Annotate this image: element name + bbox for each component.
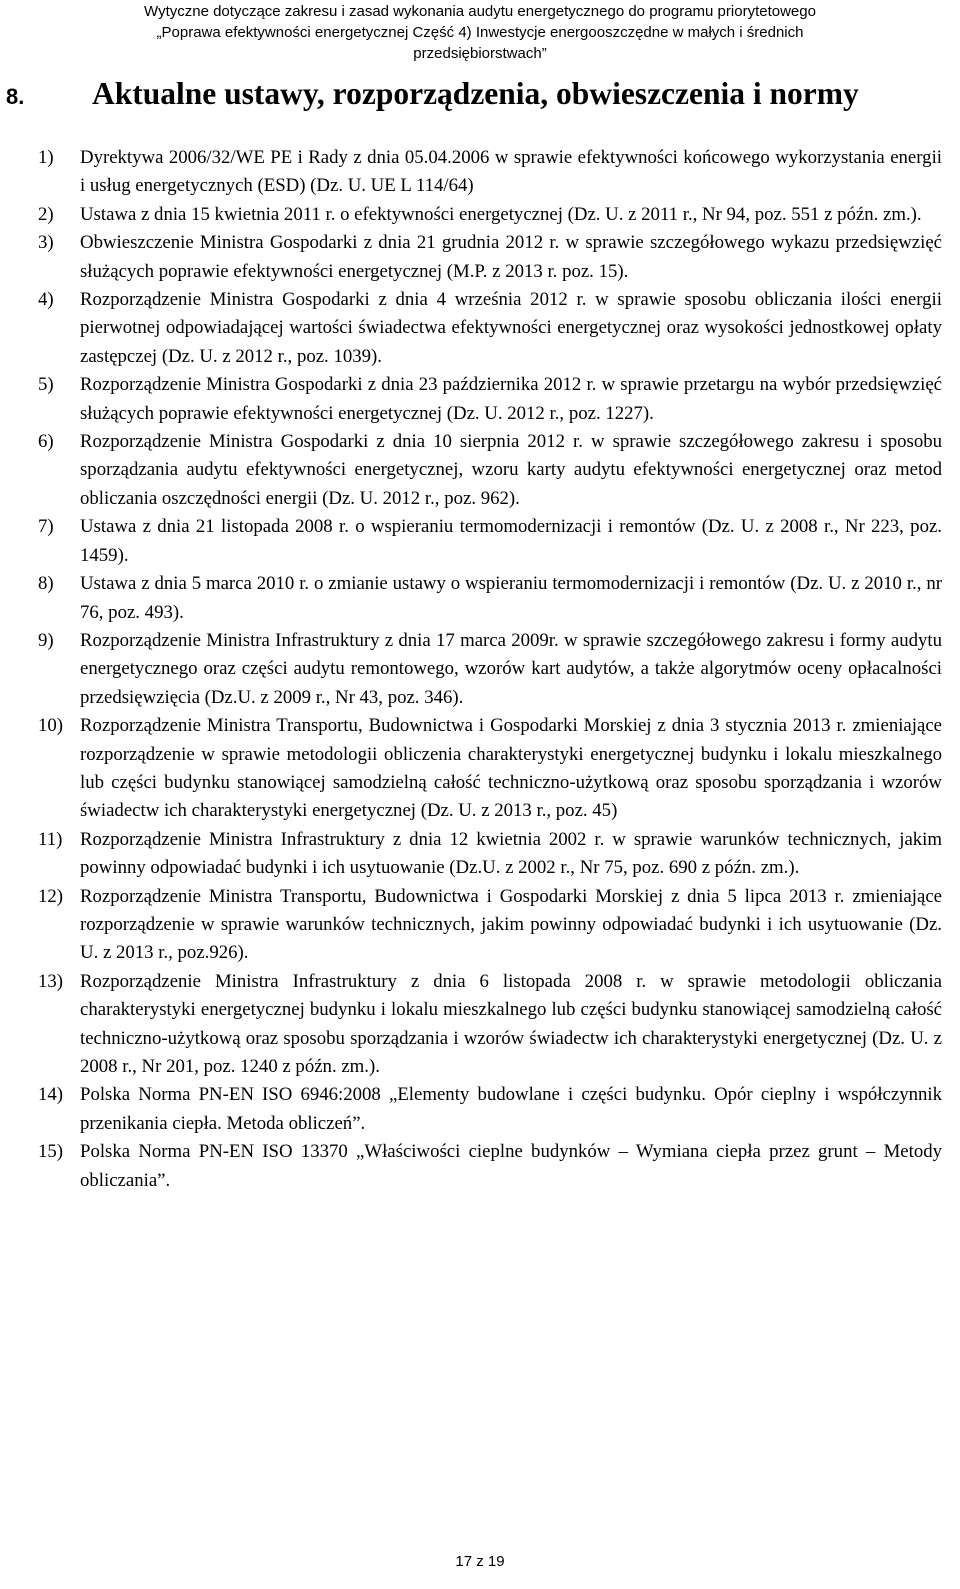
list-item — [38, 201, 942, 229]
list-item-text: Rozporządzenie Ministra Infrastruktury z dnia 6 listopada 2008 r. w sprawie metodologii obliczania charakterystyki energetycznej budynku i lokalu mieszkalnego lub części budynku stanowiącej samodzielną całość techniczno-użytkową oraz sposobu sporządzania i wzorów świadectw ich charakterystyki energetycznej (Dz. U. z 2008 r., Nr 201, poz. 1240 z późn. zm.). — [80, 970, 942, 1077]
header-line-2: „Poprawa efektywności energetycznej Część 4) Inwestycje energooszczędne w małych i średnich — [156, 24, 804, 41]
list-item-number: 13) — [38, 970, 64, 992]
list-item-text: Rozporządzenie Ministra Gospodarki z dnia 23 października 2012 r. w sprawie przetargu na wybór przedsięwzięć służących poprawie efektywności energetycznej (Dz. U. 2012 r., poz. 1227). — [80, 374, 942, 424]
list-item — [38, 286, 942, 371]
list-item-text: Polska Norma PN-EN ISO 6946:2008 „Elementy budowlane i części budynku. Opór cieplny i współczynnik przenikania ciepła. Metoda obliczeń”. — [80, 1084, 942, 1134]
list-item-number: 14) — [38, 1084, 64, 1106]
list-item-text: Ustawa z dnia 5 marca 2010 r. o zmianie ustawy o wspieraniu termomodernizacji i remontów (Dz. U. z 2010 r., nr 76, poz. 493). — [80, 573, 942, 623]
list-item-number: 3) — [38, 232, 54, 254]
list-item-number: 6) — [38, 431, 54, 453]
list-item — [38, 144, 942, 201]
list-item-text: Obwieszczenie Ministra Gospodarki z dnia 21 grudnia 2012 r. w sprawie szczegółowego wykazu przedsięwzięć służących poprawie efektywności energetycznej (M.P. z 2013 r. poz. 15). — [80, 232, 942, 282]
list-item-number: 5) — [38, 374, 54, 396]
list-item-text: Rozporządzenie Ministra Transportu, Budownictwa i Gospodarki Morskiej z dnia 3 stycznia 2013 r. zmieniające rozporządzenie w sprawie metodologii obliczenia charakterystyki energetycznej budynku i lokalu mieszkalnego lub części budynku stanowiącej samodzielną całość techniczno-użytkową oraz sposobu sporządzania i wzorów świadectw ich charakterystyki energetycznej (Dz. U. z 2013 r., poz. 45) — [80, 715, 942, 822]
list-item-text: Rozporządzenie Ministra Infrastruktury z dnia 17 marca 2009r. w sprawie szczegółowego zakresu i formy audytu energetycznego oraz części audytu remontowego, wzorów kart audytów, a także algorytmów oceny opłacalności przedsięwzięcia (Dz.U. z 2009 r., Nr 43, poz. 346). — [80, 629, 942, 708]
list-item — [38, 627, 942, 712]
list-item — [38, 513, 942, 570]
list-item-text: Ustawa z dnia 15 kwietnia 2011 r. o efektywności energetycznej (Dz. U. z 2011 r., Nr 94, poz. 551 z późn. zm.). — [80, 203, 922, 225]
list-item-text: Dyrektywa 2006/32/WE PE i Rady z dnia 05.04.2006 w sprawie efektywności końcowego wykorzystania energii i usług energetycznych (ESD) (Dz. U. UE L 114/64) — [80, 147, 942, 197]
page-header — [0, 0, 960, 64]
list-item — [38, 229, 942, 286]
list-item-number: 11) — [38, 828, 63, 850]
list-item — [38, 428, 942, 513]
list-item-number: 4) — [38, 289, 54, 311]
section-heading — [6, 74, 956, 117]
list-item-text: Polska Norma PN-EN ISO 13370 „Właściwości cieplne budynków – Wymiana ciepła przez grunt – Metody obliczania”. — [80, 1141, 942, 1191]
list-item-number: 2) — [38, 203, 54, 225]
list-item — [38, 968, 942, 1082]
list-item — [38, 1081, 942, 1138]
list-item-text: Ustawa z dnia 21 listopada 2008 r. o wspieraniu termomodernizacji i remontów (Dz. U. z 2008 r., Nr 223, poz. 1459). — [80, 516, 942, 566]
list-item-number: 7) — [38, 516, 54, 538]
list-item-number: 15) — [38, 1141, 64, 1163]
list-item-number: 12) — [38, 885, 64, 907]
list-item-number: 1) — [38, 147, 54, 168]
header-line-1: Wytyczne dotyczące zakresu i zasad wykonania audytu energetycznego do programu priorytetowego — [144, 3, 816, 20]
list-item — [38, 371, 942, 428]
page-number: 17 z 19 — [455, 1553, 505, 1570]
list-item-number: 8) — [38, 573, 54, 595]
list-item-text: Rozporządzenie Ministra Gospodarki z dnia 10 sierpnia 2012 r. w sprawie szczegółowego zakresu i sposobu sporządzania audytu efektywności energetycznej, wzoru karty audytu efektywności energetycznej oraz metod obliczania oszczędności energii (Dz. U. 2012 r., poz. 962). — [80, 431, 942, 509]
list-item — [38, 883, 942, 968]
list-item — [38, 1138, 942, 1195]
header-line-3: przedsiębiorstwach” — [413, 45, 547, 62]
list-item — [38, 570, 942, 627]
section-number: 8. — [6, 84, 25, 109]
list-item-text: Rozporządzenie Ministra Infrastruktury z dnia 12 kwietnia 2002 r. w sprawie warunków technicznych, jakim powinny odpowiadać budynki i ich usytuowanie (Dz.U. z 2002 r., Nr 75, poz. 690 z późn. zm.). — [80, 828, 942, 879]
regulations-list — [38, 144, 942, 1195]
list-item — [38, 712, 942, 826]
list-item-number: 10) — [38, 715, 64, 737]
list-item — [38, 826, 942, 883]
section-title-text: Aktualne ustawy, rozporządzenia, obwieszczenia i normy — [92, 76, 859, 111]
list-item-number: 9) — [38, 629, 54, 651]
list-item-text: Rozporządzenie Ministra Gospodarki z dnia 4 września 2012 r. w sprawie sposobu obliczania ilości energii pierwotnej odpowiadającej wartości świadectwa efektywności energetycznej oraz wysokości jednostkowej opłaty zastępczej (Dz. U. z 2012 r., poz. 1039). — [80, 289, 942, 367]
list-item-text: Rozporządzenie Ministra Transportu, Budownictwa i Gospodarki Morskiej z dnia 5 lipca 2013 r. zmieniające rozporządzenie w sprawie warunków technicznych, jakim powinny odpowiadać budynki i ich usytuowanie (Dz. U. z 2013 r., poz.926). — [80, 885, 942, 964]
